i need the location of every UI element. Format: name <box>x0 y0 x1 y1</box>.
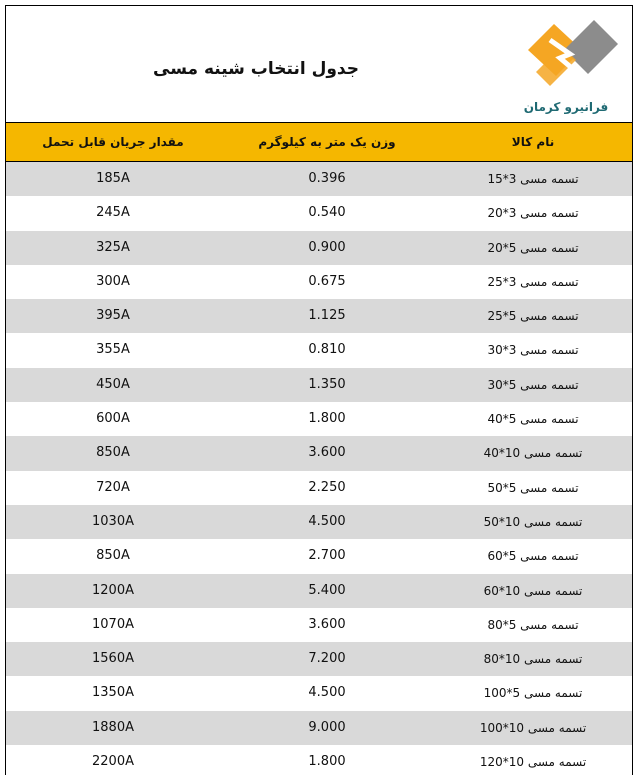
table-body <box>6 162 632 779</box>
table-row <box>6 505 632 539</box>
cell-weight: 3.600 <box>308 616 346 632</box>
cell-name: تسمه مسی 10*120 <box>479 755 587 770</box>
table-row <box>6 608 632 642</box>
cell-weight: 1.800 <box>308 754 346 770</box>
table-row <box>6 676 632 710</box>
cell-name: تسمه مسی 3*15 <box>487 172 579 186</box>
cell-weight: 0.675 <box>308 273 346 289</box>
cell-current: 325A <box>96 239 130 255</box>
cell-current: 850A <box>96 548 130 564</box>
cell-weight: 3.600 <box>308 445 346 461</box>
cell-weight: 0.540 <box>308 205 346 221</box>
table-header <box>6 6 632 122</box>
cell-name: تسمه مسی 10*50 <box>483 514 583 529</box>
cell-current: 850A <box>96 445 130 461</box>
table-row <box>6 231 632 265</box>
cell-name: تسمه مسی 5*100 <box>483 686 583 701</box>
table-row <box>6 471 632 505</box>
cell-current: 450A <box>96 376 130 392</box>
cell-current: 600A <box>96 411 130 427</box>
cell-current: 1070A <box>92 616 134 632</box>
table-frame <box>5 5 633 775</box>
cell-weight: 1.125 <box>308 308 346 324</box>
cell-name: تسمه مسی 3*20 <box>487 206 579 221</box>
table-row <box>6 333 632 367</box>
cell-current: 1200A <box>92 582 134 598</box>
cell-current: 720A <box>96 479 130 495</box>
cell-current: 1030A <box>92 513 134 529</box>
cell-current: 1880A <box>92 719 134 735</box>
cell-current: 1560A <box>92 651 134 667</box>
table-row <box>6 162 632 196</box>
cell-weight: 5.400 <box>308 582 346 598</box>
table-row <box>6 574 632 608</box>
table-row <box>6 711 632 745</box>
cell-name: تسمه مسی 5*30 <box>487 377 579 392</box>
column-header-name: نام کالا <box>511 135 555 149</box>
cell-name: تسمه مسی 3*30 <box>487 343 579 358</box>
cell-weight: 4.500 <box>308 513 346 529</box>
column-header-current: مقدار جریان قابل تحمل <box>42 135 184 149</box>
table-row <box>6 196 632 230</box>
cell-weight: 4.500 <box>308 685 346 701</box>
cell-name: تسمه مسی 5*40 <box>487 412 579 427</box>
table-row <box>6 539 632 573</box>
cell-name: تسمه مسی 10*60 <box>483 583 583 598</box>
cell-current: 2200A <box>92 754 134 770</box>
table-row <box>6 368 632 402</box>
table-row <box>6 642 632 676</box>
table-row <box>6 299 632 333</box>
cell-weight: 0.810 <box>308 342 346 358</box>
cell-weight: 2.700 <box>308 548 346 564</box>
table-row <box>6 402 632 436</box>
page-title: جدول انتخاب شینه مسی <box>153 59 359 79</box>
logo-text: فرانیرو کرمان <box>523 100 609 114</box>
cell-current: 245A <box>96 205 130 221</box>
column-header-weight: وزن یک متر به کیلوگرم <box>258 135 396 149</box>
cell-current: 355A <box>96 342 130 358</box>
cell-name: تسمه مسی 10*100 <box>479 720 587 735</box>
column-header-row <box>6 122 632 162</box>
cell-name: تسمه مسی 5*25 <box>487 309 579 324</box>
cell-name: تسمه مسی 5*80 <box>487 617 579 632</box>
cell-current: 300A <box>96 273 130 289</box>
cell-weight: 1.800 <box>308 411 346 427</box>
table-row <box>6 745 632 779</box>
cell-name: تسمه مسی 3*25 <box>487 274 579 289</box>
cell-current: 185A <box>96 171 130 186</box>
cell-weight: 7.200 <box>308 651 346 667</box>
cell-weight: 1.350 <box>308 376 346 392</box>
cell-current: 1350A <box>92 685 134 701</box>
cell-current: 395A <box>96 308 130 324</box>
cell-name: تسمه مسی 10*40 <box>483 446 583 461</box>
cell-weight: 0.396 <box>308 171 346 186</box>
cell-weight: 9.000 <box>308 719 346 735</box>
cell-name: تسمه مسی 10*80 <box>483 652 583 667</box>
cell-weight: 0.900 <box>308 239 346 255</box>
cell-name: تسمه مسی 5*20 <box>487 240 579 255</box>
cell-name: تسمه مسی 5*60 <box>487 549 579 564</box>
cell-name: تسمه مسی 5*50 <box>487 480 579 495</box>
table-row <box>6 265 632 299</box>
cell-weight: 2.250 <box>308 479 346 495</box>
table-row <box>6 436 632 470</box>
